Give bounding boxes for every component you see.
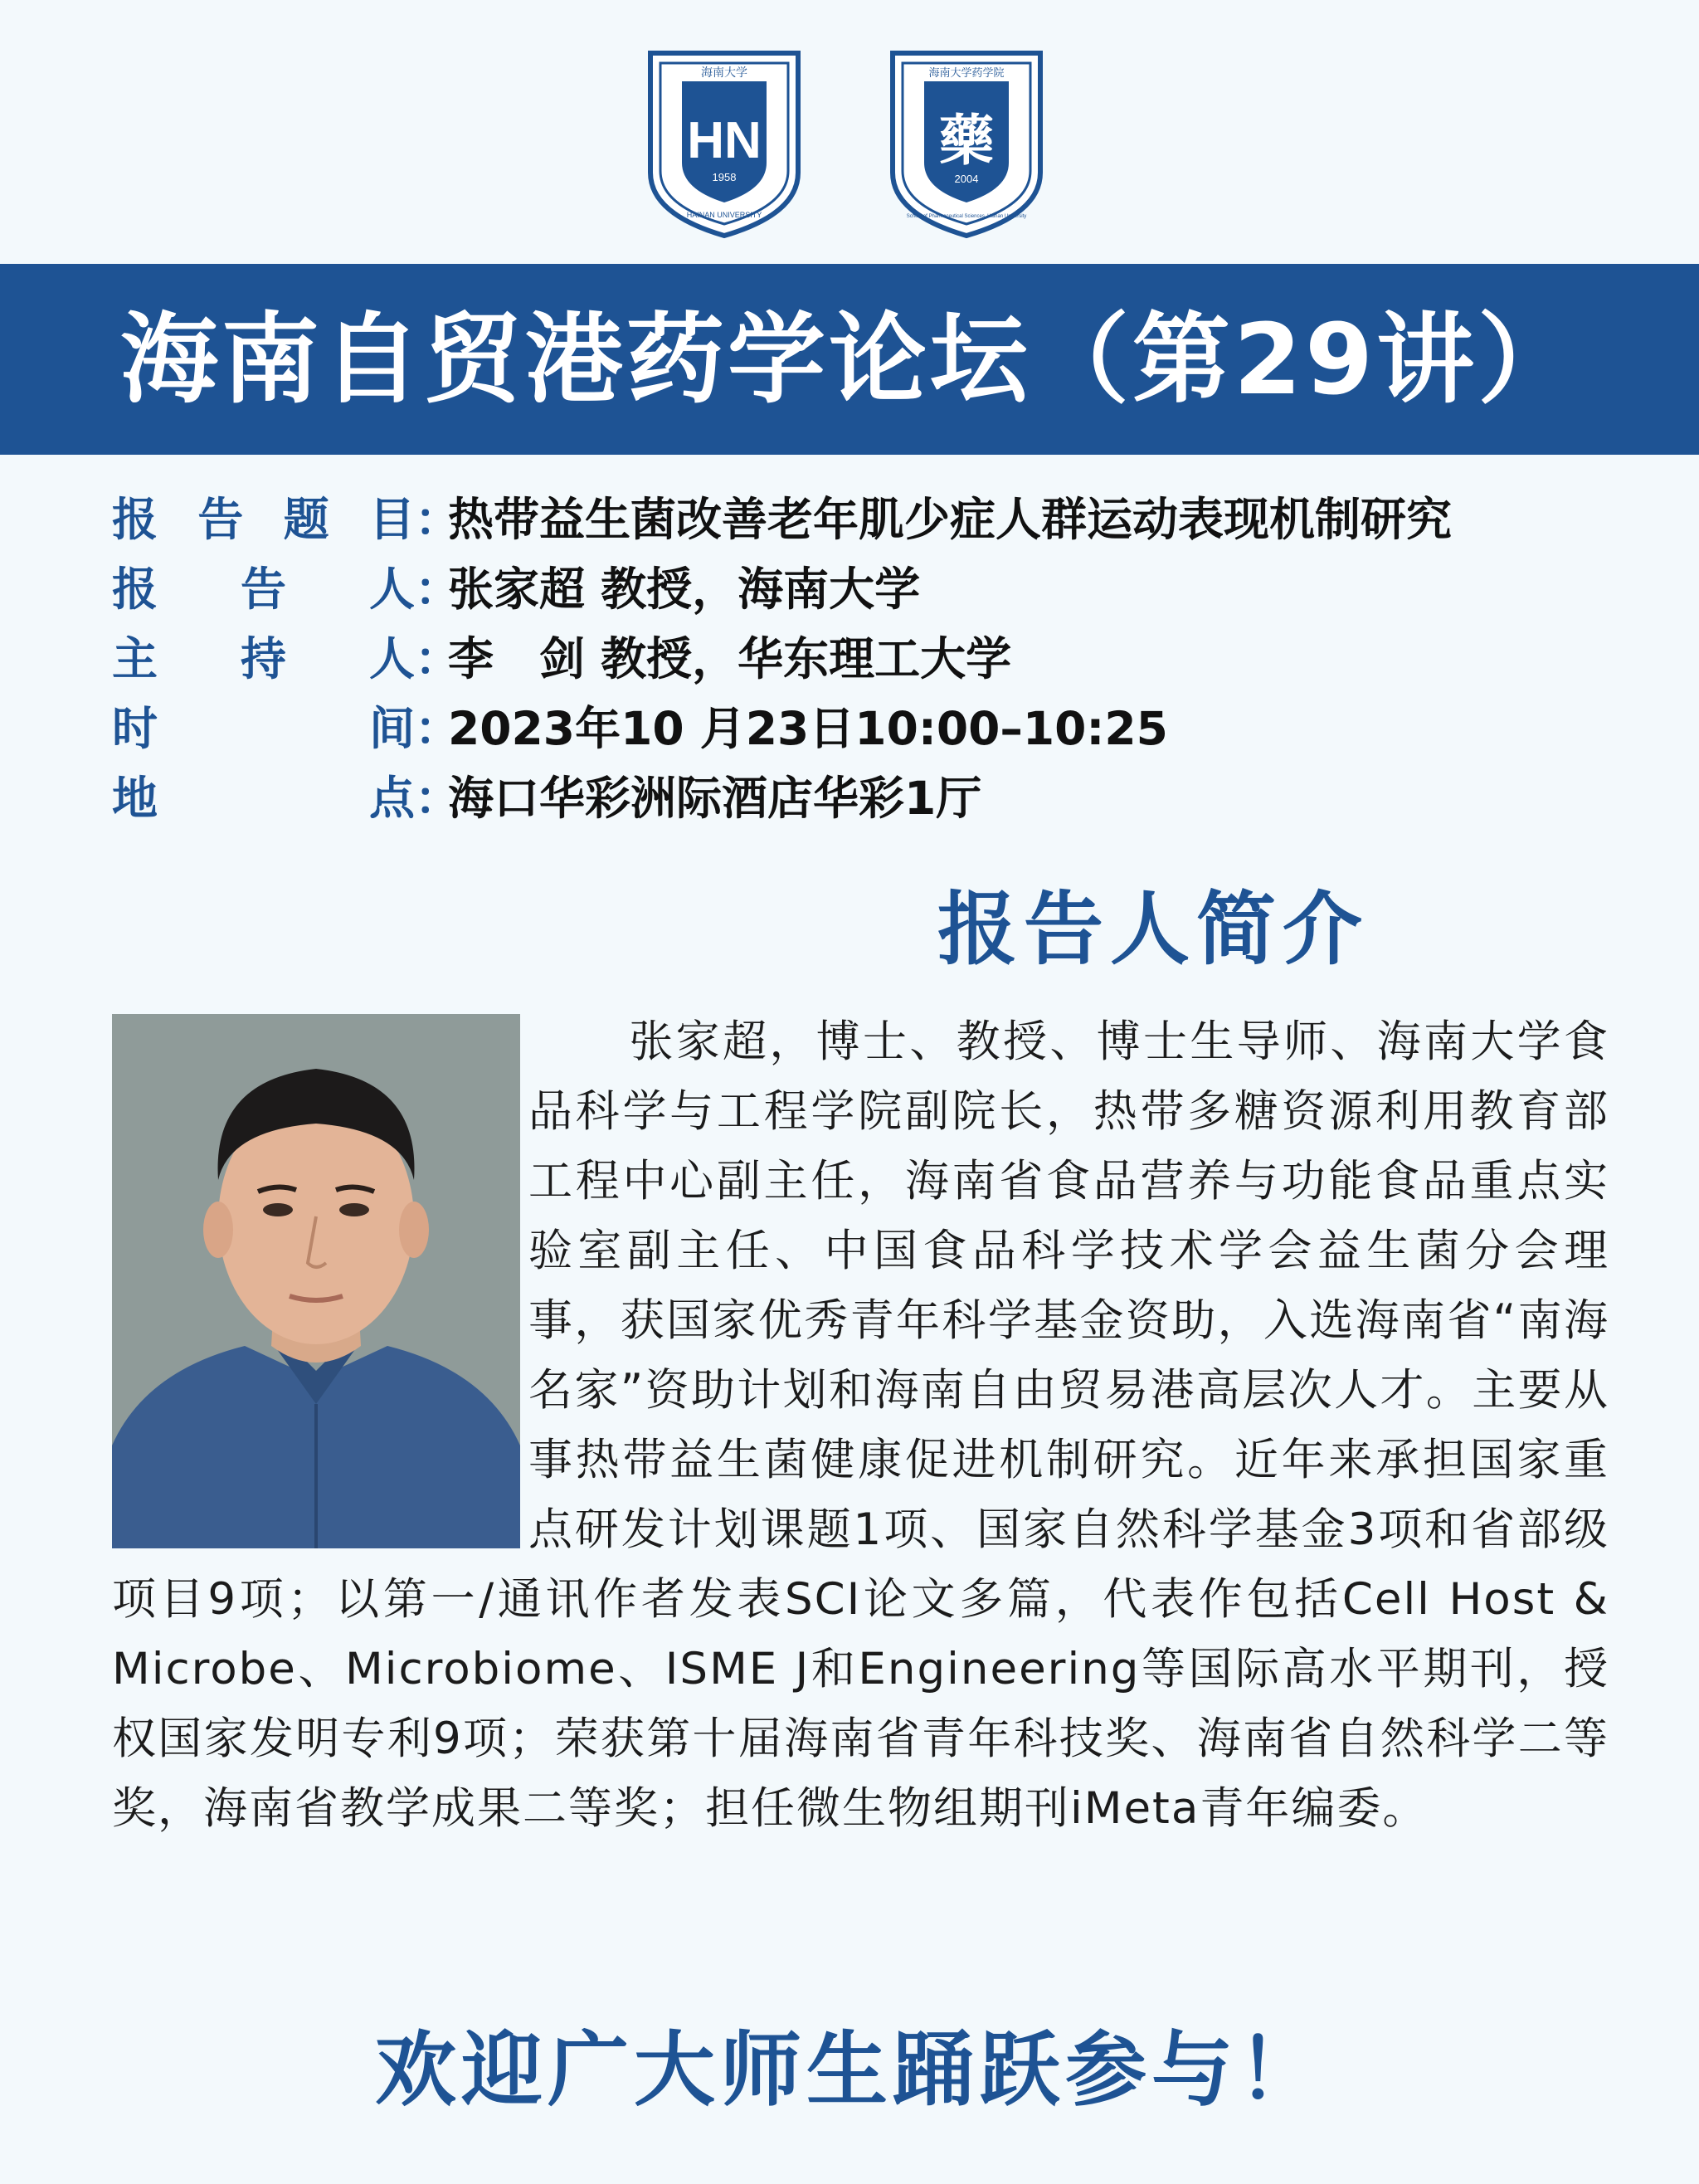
logo-right-year: 2004 — [954, 173, 979, 185]
photo-spacer — [112, 1007, 528, 1565]
forum-title: 海南自贸港药学论坛（第29讲） — [119, 302, 1580, 417]
title-banner — [0, 264, 1699, 455]
info-row-location: 地点：海口华彩洲际酒店华彩1厅 — [112, 763, 1605, 833]
info-value: 张家超 教授，海南大学 — [448, 563, 921, 616]
talk-info — [112, 485, 1605, 833]
info-label: 主持人 — [112, 632, 415, 685]
info-value: 2023年10 月23日10:00–10:25 — [448, 702, 1168, 755]
info-label: 报告题目 — [112, 493, 415, 546]
info-row-title: 报告题目：热带益生菌改善老年肌少症人群运动表现机制研究 — [112, 485, 1605, 554]
logo-left-year: 1958 — [712, 171, 737, 183]
info-label: 报告人 — [112, 563, 415, 616]
welcome-footer: 欢迎广大师生踊跃参与！ — [374, 2023, 1324, 2118]
info-row-host: 主持人：李 剑 教授，华东理工大学 — [112, 624, 1605, 694]
info-label: 地点 — [112, 772, 415, 825]
speaker-intro-heading: 报告人简介 — [937, 883, 1369, 976]
pharmacy-school-logo — [888, 48, 1045, 239]
hainan-university-logo — [645, 48, 803, 239]
info-label: 时间 — [112, 702, 415, 755]
logo-right-top-text: 海南大学药学院 — [928, 67, 1005, 80]
info-row-speaker: 报告人：张家超 教授，海南大学 — [112, 554, 1605, 624]
info-value: 热带益生菌改善老年肌少症人群运动表现机制研究 — [448, 493, 1453, 546]
logo-right-glyph: 藥 — [939, 109, 994, 173]
logo-area — [0, 48, 1699, 247]
info-value: 海口华彩洲际酒店华彩1厅 — [448, 772, 982, 825]
info-value: 李 剑 教授，华东理工大学 — [448, 632, 1012, 685]
logo-left-ring-text: HAINAN UNIVERSITY — [686, 211, 762, 219]
info-row-time: 时间：2023年10 月23日10:00–10:25 — [112, 694, 1605, 763]
bio-text: 张家超，博士、教授、博士生导师、海南大学食品科学与工程学院副院长，热带多糖资源利用教育部工程中心副主任，海南省食品营养与功能食品重点实验室副主任、中国食品科学技术学会益生菌分会理事，获国家优秀青年科学基金资助，入选海南省“南海名家”资助计划和海南自由贸易港高层次人才。主要从事热带益生菌健康促进机制研究。近年来承担国家重点研发计划课题1项、国家自然科学基金3项和省部级项目9项；以第一/通讯作者发表SCI论文多篇，代表作包括Cell Host & Microbe、Microbiome、ISME J和Engineering等国际高水平期刊，授权国家发明专利9项；荣获第十届海南省青年科技奖、海南省自然科学二等奖，海南省教学成果二等奖；担任微生物组期刊iMeta青年编委。 — [112, 1016, 1609, 1834]
logo-left-letters: HN — [687, 112, 762, 169]
logo-left-top-text: 海南大学 — [701, 66, 747, 80]
speaker-bio — [112, 1007, 1609, 1844]
logo-right-ring-text: School of Pharmaceutical Sciences, Hainan University — [906, 214, 1027, 219]
